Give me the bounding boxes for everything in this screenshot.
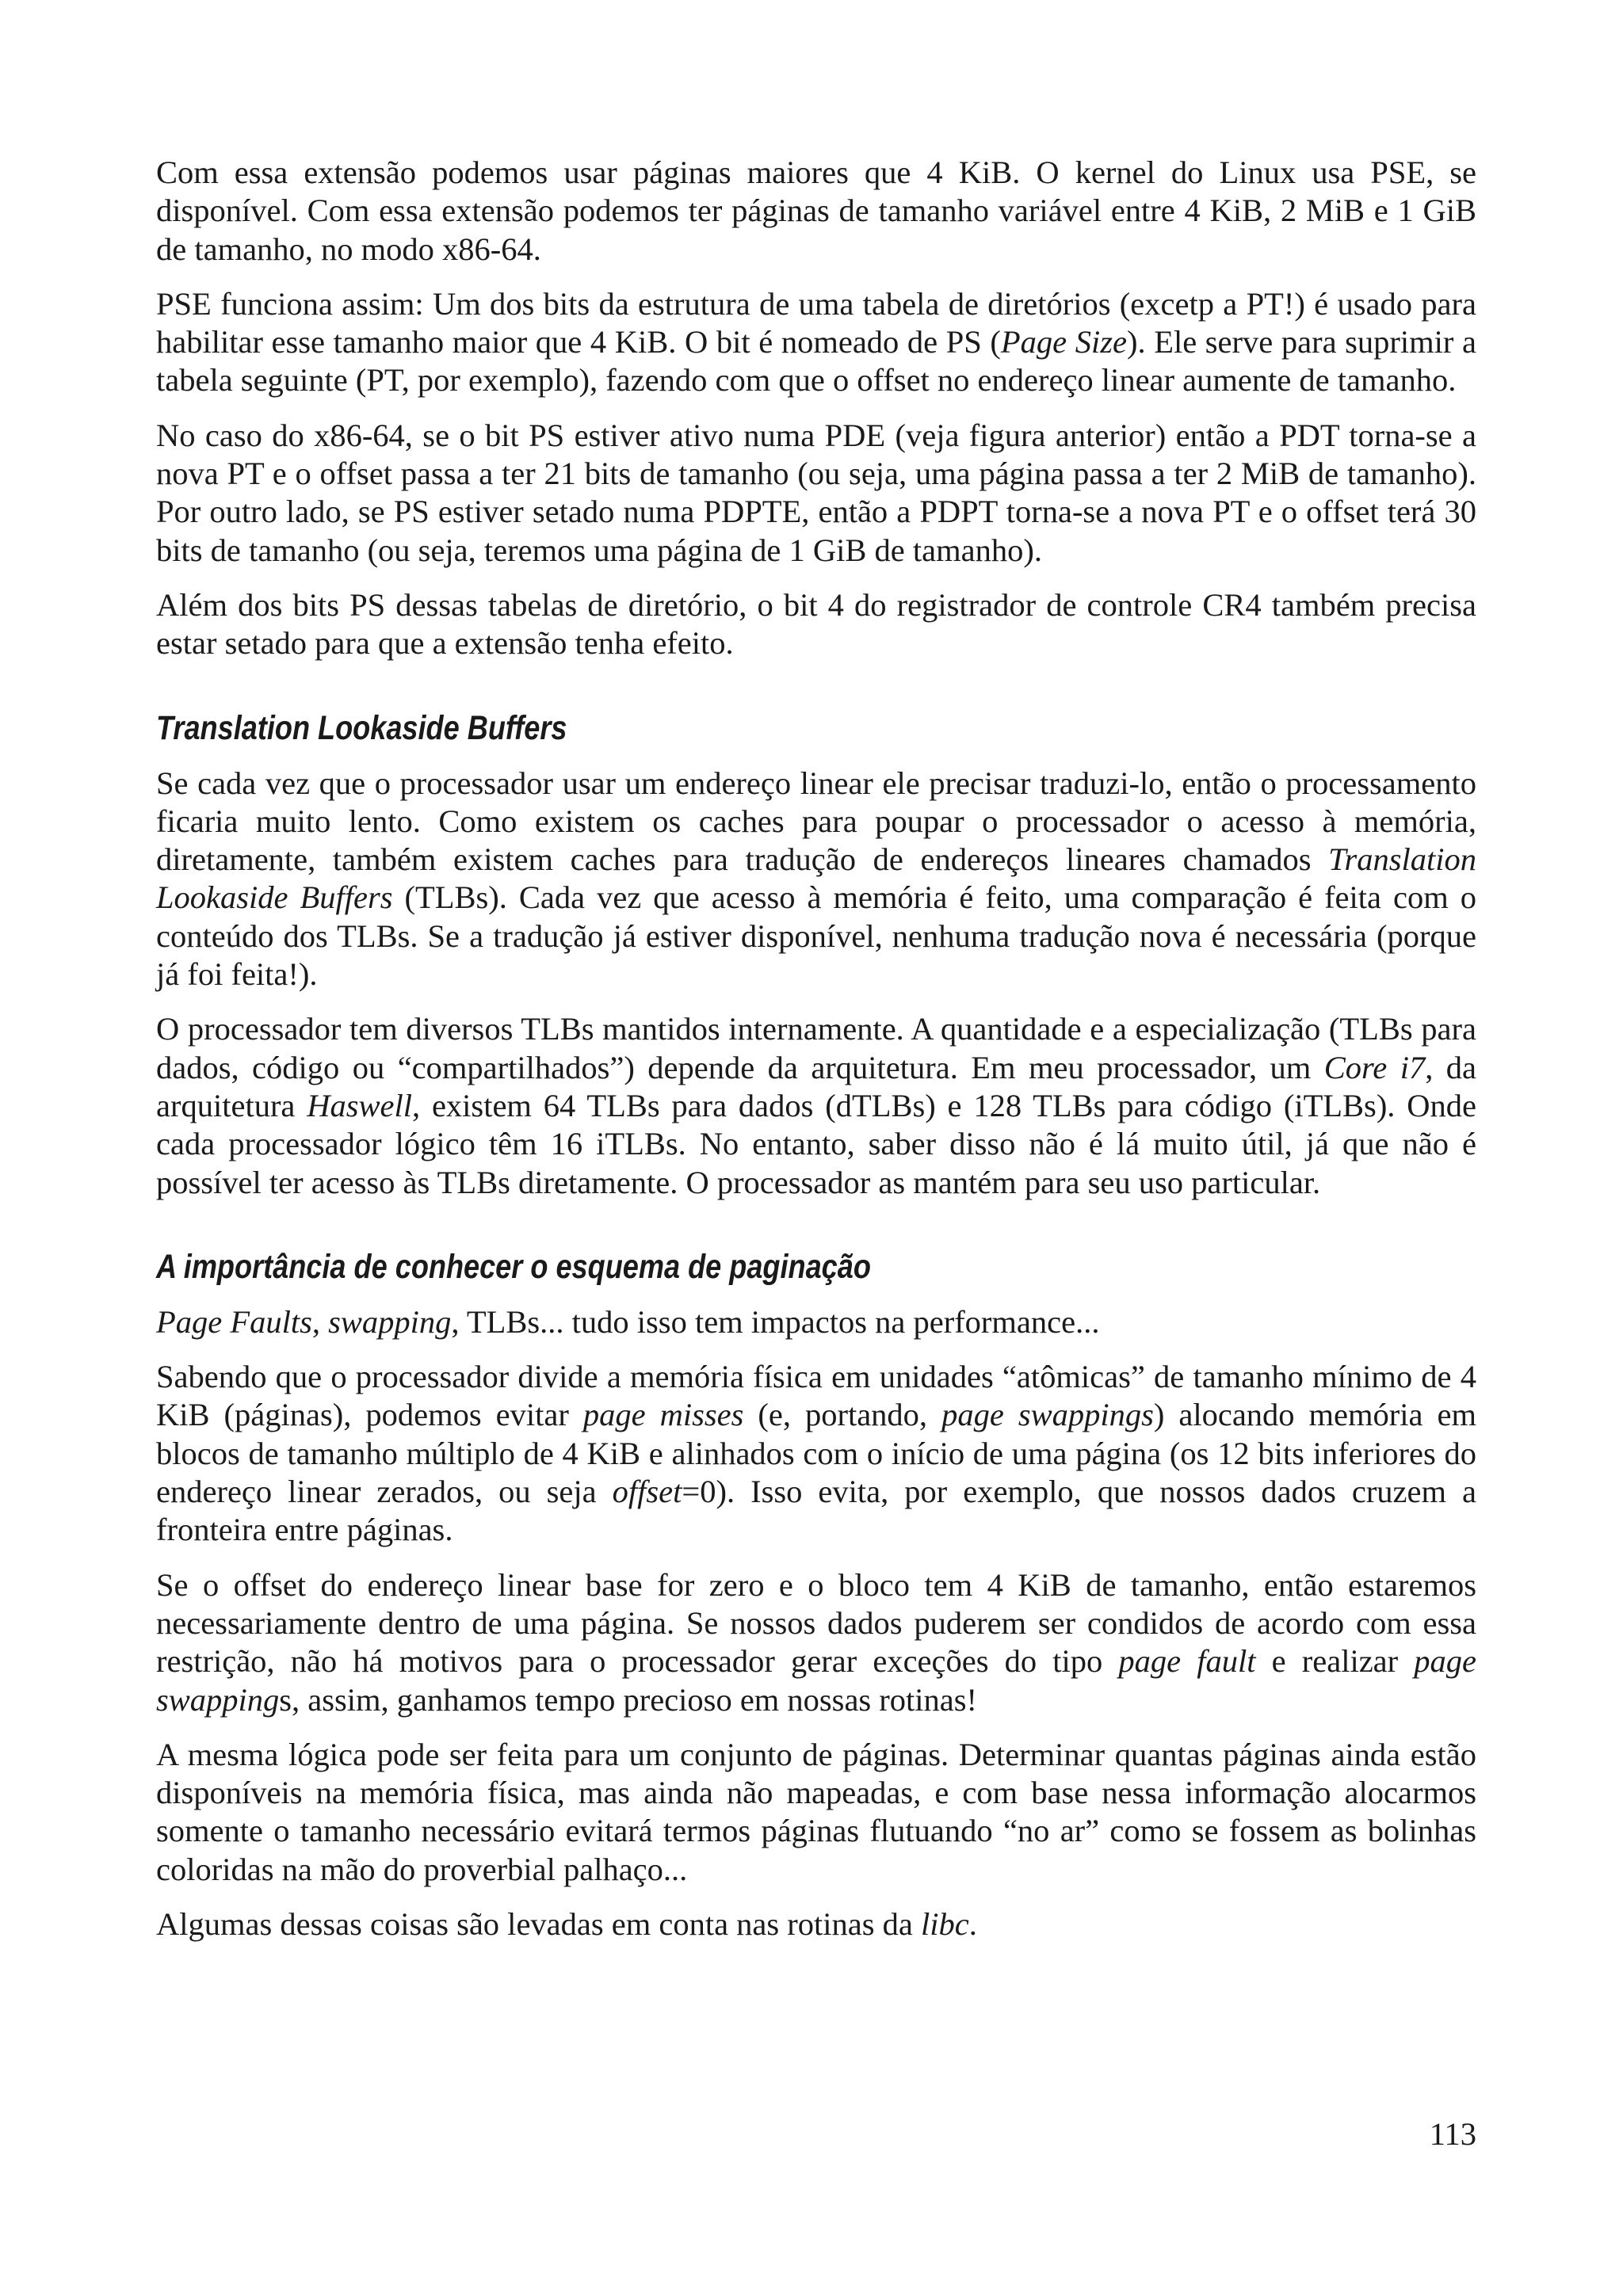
paragraph-performance xyxy=(156,1303,1476,1341)
section-heading-tlb: Translation Lookaside Buffers xyxy=(156,708,567,747)
text-run: O processador tem diversos TLBs mantidos internamente. A quantidade e a especialização (TLBs para dados, código ou “compartilhados”) depende da arquitetura. Em meu processador, um xyxy=(156,1011,1476,1085)
emphasis-text: Core i7 xyxy=(1323,1049,1426,1085)
text-run: PSE funciona assim: Um dos bits da estrutura de uma tabela de diretórios (excetp a PT!) é usado para habilitar esse tamanho maior que 4 KiB. O bit é nomeado de PS ( xyxy=(156,285,1476,360)
text-run: . xyxy=(968,1905,977,1942)
emphasis-text: libc xyxy=(921,1905,969,1942)
emphasis-text: page swapping xyxy=(156,1643,1477,1718)
text-run: Além dos bits PS dessas tabelas de diretório, o bit 4 do registrador de controle CR4 também precisa estar setado para que a extensão tenha efeito. xyxy=(156,586,1476,662)
paragraph-tlb-intro xyxy=(156,765,1476,994)
text-run: No caso do x86-64, se o bit PS estiver ativo numa PDE (veja figura anterior) então a PDT torna-se a nova PT e o offset passa a ter 21 bits de tamanho (ou seja, uma página passa a ter 2 MiB de tamanho). Por outro lado, se PS estiver setado numa PDPTE, então a PDPT torna-se a nova PT e o offset terá 30 bits de tamanho (ou seja, teremos uma página de 1 GiB de tamanho). xyxy=(156,417,1476,568)
section-heading-importance: A importância de conhecer o esquema de paginação xyxy=(156,1247,871,1286)
paragraph-x86-64-case xyxy=(156,417,1476,570)
text-run: =0). Isso evita, por exemplo, que nossos dados cruzem a fronteira entre páginas. xyxy=(156,1474,1476,1548)
text-run: , da arquitetura xyxy=(156,1049,1477,1123)
emphasis-text: offset xyxy=(612,1474,682,1510)
emphasis-text: Translation Lookaside Buffers xyxy=(156,841,1476,916)
text-run: A mesma lógica pode ser feita para um conjunto de páginas. Determinar quantas páginas ainda estão disponíveis na memória física, mas ainda não mapeadas, e com base nessa informação alocarmos somente o tamanho necessário evitará termos páginas flutuando “no ar” como se fossem as bolinhas coloridas na mão do proverbial palhaço... xyxy=(156,1736,1476,1887)
paragraph-pse-intro xyxy=(156,154,1476,269)
text-run: e realizar xyxy=(1255,1643,1415,1680)
page-body xyxy=(156,154,1476,1960)
emphasis-text: Page Size xyxy=(1000,324,1127,360)
text-run: (TLBs). Cada vez que acesso à memória é feito, uma comparação é feita com o conteúdo dos TLBs. Se a tradução já estiver disponível, nenhuma tradução nova é necessária (porque já foi feita!). xyxy=(156,879,1476,993)
text-run: , xyxy=(311,1303,329,1340)
text-run: s, assim, ganhamos tempo precioso em nossas rotinas! xyxy=(279,1681,978,1718)
emphasis-text: Page Faults xyxy=(156,1303,312,1340)
text-run: Algumas dessas coisas são levadas em conta nas rotinas da xyxy=(156,1905,921,1942)
text-run: Se cada vez que o processador usar um endereço linear ele precisar traduzi-lo, então o processamento ficaria muito lento. Como existem os caches para poupar o processador o acesso à memória, diretamente, também existem caches para tradução de endereços lineares chamados xyxy=(156,765,1476,878)
paragraph-cr4 xyxy=(156,586,1476,663)
text-run: Sabendo que o processador divide a memória física em unidades “atômicas” de tamanho mínimo de 4 KiB (páginas), podemos evitar xyxy=(156,1359,1476,1433)
text-run: ). Ele serve para suprimir a tabela seguinte (PT, por exemplo), fazendo com que o offset no endereço linear aumente de tamanho. xyxy=(156,324,1476,399)
emphasis-text: Haswell xyxy=(307,1087,412,1123)
paragraph-page-set xyxy=(156,1736,1476,1889)
page-number: 113 xyxy=(1429,2116,1476,2152)
text-run: Com essa extensão podemos usar páginas maiores que 4 KiB. O kernel do Linux usa PSE, se disponível. Com essa extensão podemos ter páginas de tamanho variável entre 4 KiB, 2 MiB e 1 GiB de tamanho, no modo x86-64. xyxy=(156,154,1476,267)
paragraph-libc xyxy=(156,1905,1476,1943)
paragraph-tlb-processor xyxy=(156,1010,1476,1201)
paragraph-pse-how xyxy=(156,285,1476,400)
paragraph-offset-zero xyxy=(156,1566,1476,1719)
emphasis-text: page fault xyxy=(1118,1643,1256,1680)
text-run: , existem 64 TLBs para dados (dTLBs) e 128 TLBs para código (iTLBs). Onde cada processador lógico têm 16 iTLBs. No entanto, saber disso não é lá muito útil, já que não é possível ter acesso às TLBs diretamente. O processador as mantém para seu uso particular. xyxy=(156,1087,1476,1200)
emphasis-text: page misses xyxy=(582,1397,744,1433)
text-run: Se o offset do endereço linear base for zero e o bloco tem 4 KiB de tamanho, então estaremos necessariamente dentro de uma página. Se nossos dados puderem ser condidos de acordo com essa restrição, não há motivos para o processador gerar exceções do tipo xyxy=(156,1566,1476,1680)
text-run: , TLBs... tudo isso tem impactos na performance... xyxy=(451,1303,1100,1340)
text-run: ) alocando memória em blocos de tamanho múltiplo de 4 KiB e alinhados com o início de uma página (os 12 bits inferiores do endereço linear zerados, ou seja xyxy=(156,1397,1476,1510)
text-run: (e, portando, xyxy=(743,1397,942,1433)
emphasis-text: page swappings xyxy=(941,1397,1154,1433)
paragraph-atomic-units xyxy=(156,1358,1476,1549)
emphasis-text: swapping xyxy=(328,1303,452,1340)
